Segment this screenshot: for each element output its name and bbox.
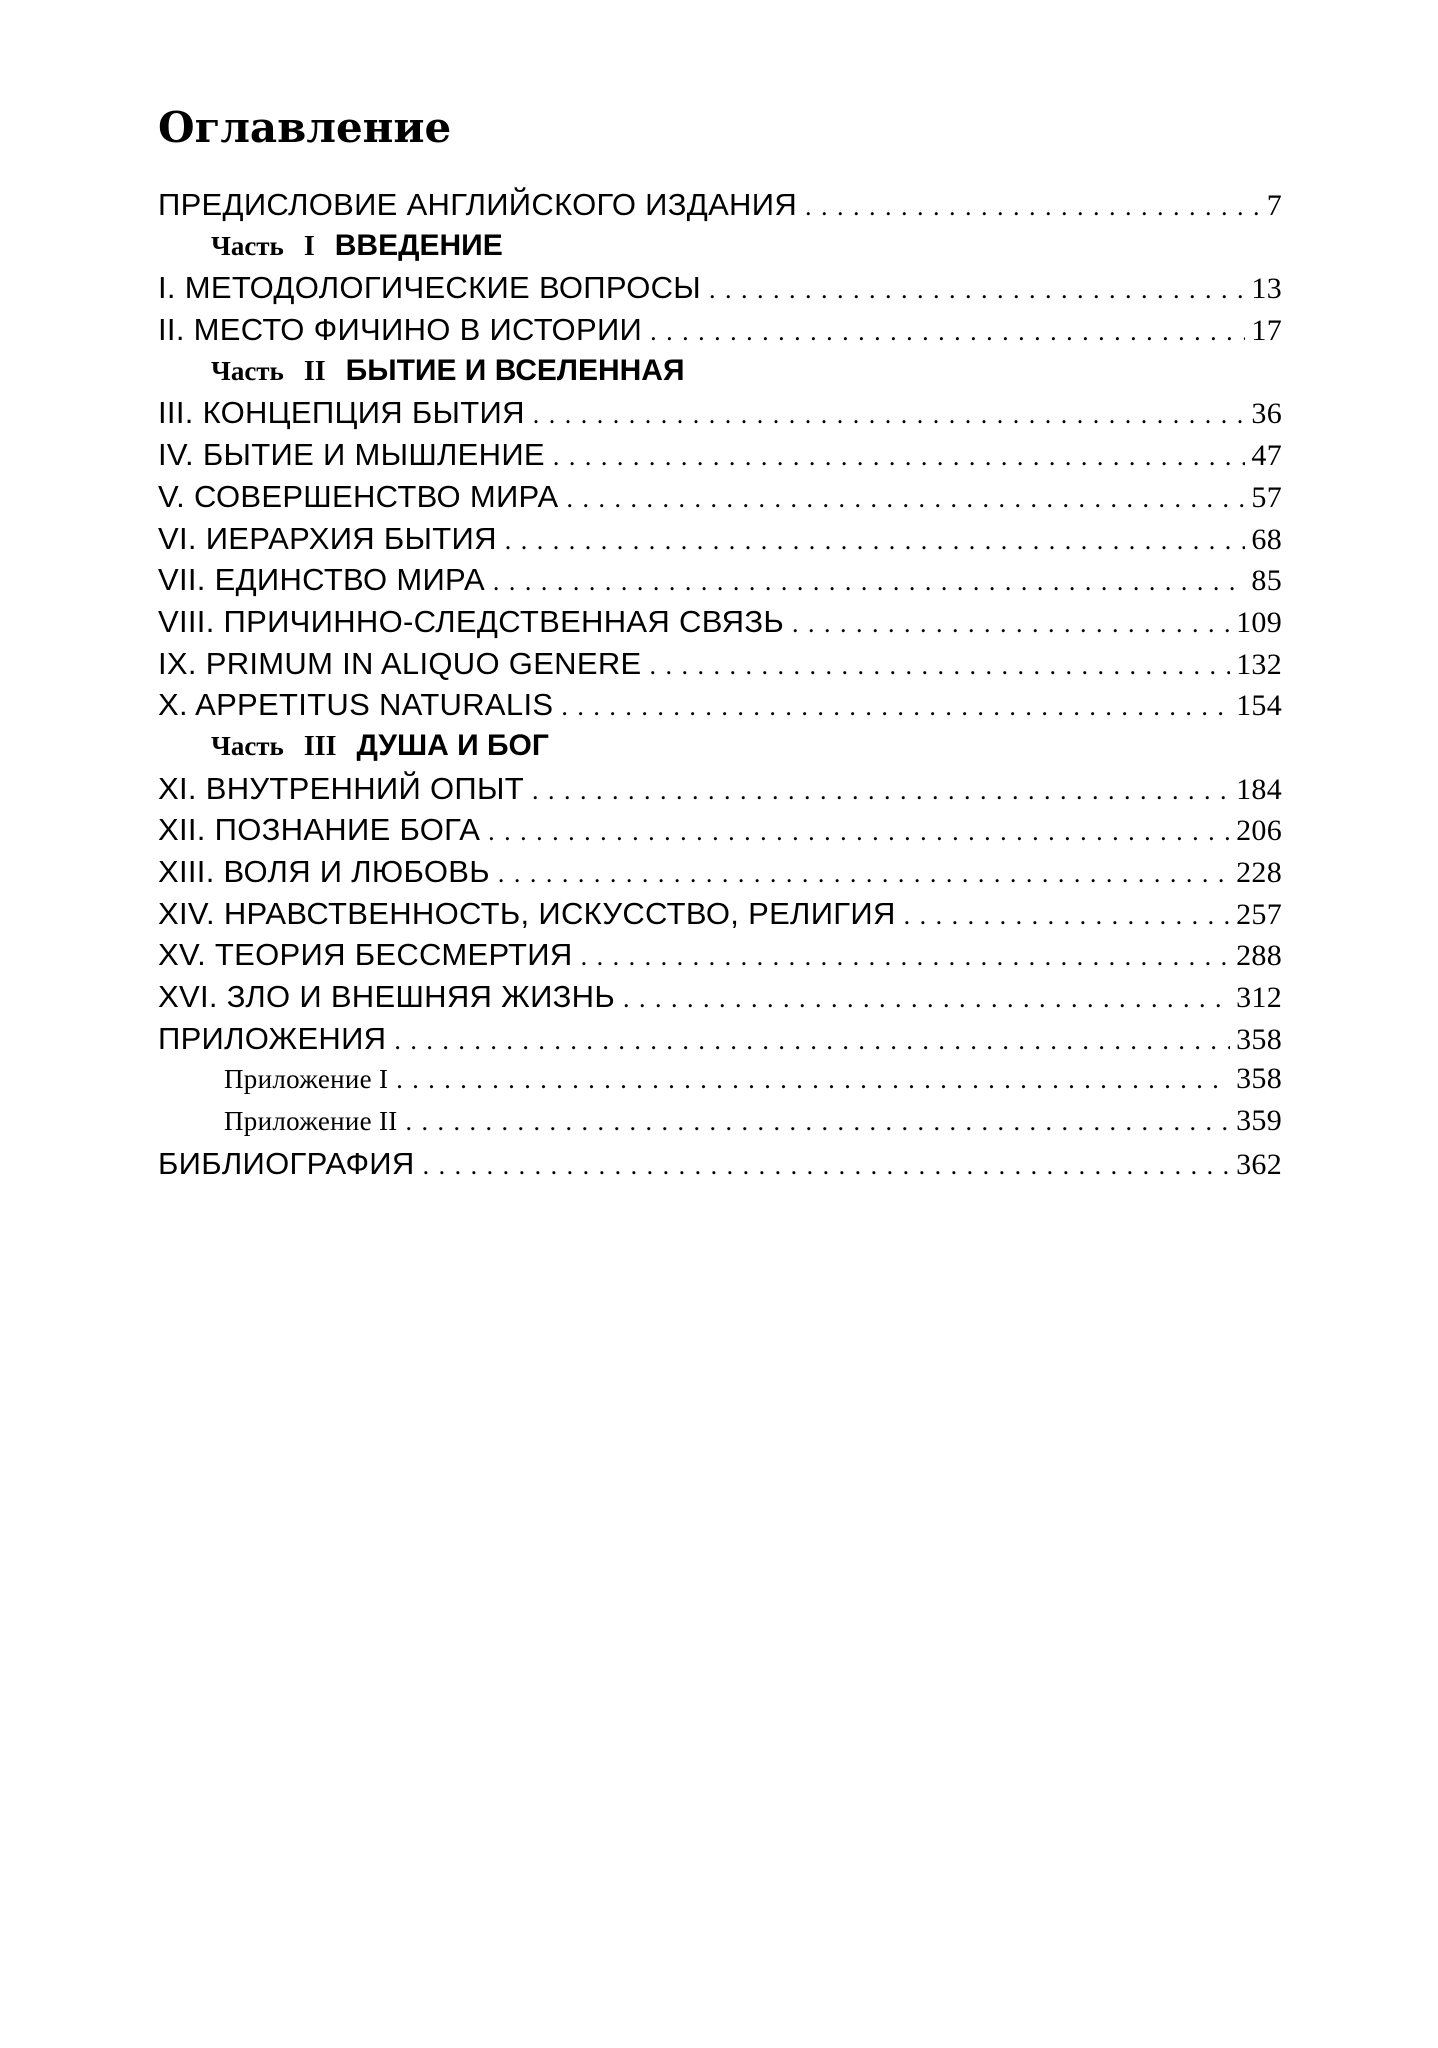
part-title: ДУША И БОГ	[356, 728, 549, 762]
toc-entry-page: 17	[1251, 314, 1282, 348]
toc-entry-page: 57	[1251, 480, 1282, 514]
toc-entry	[158, 687, 1282, 729]
toc-entry	[158, 979, 1282, 1021]
toc-entry-label: VIII. ПРИЧИННО-СЛЕДСТВЕННАЯ СВЯЗЬ	[158, 603, 784, 639]
toc-entry-label: II. МЕСТО ФИЧИНО В ИСТОРИИ	[158, 312, 643, 348]
toc-entry-label: VII. ЕДИНСТВО МИРА	[158, 562, 485, 598]
toc-entry	[158, 1146, 1282, 1188]
toc-subentry-label: Приложение II	[224, 1106, 398, 1137]
toc-entry-label: XVI. ЗЛО И ВНЕШНЯЯ ЖИЗНЬ	[158, 979, 616, 1015]
toc-entry-label: XIII. ВОЛЯ И ЛЮБОВЬ	[158, 854, 490, 889]
toc-entry-page: 312	[1236, 981, 1282, 1015]
toc-entry-label: III. КОНЦЕПЦИЯ БЫТИЯ	[158, 395, 525, 431]
dot-leader	[904, 901, 1230, 931]
toc-entry	[158, 521, 1282, 563]
part-word: Часть	[211, 730, 284, 761]
dot-leader	[396, 1065, 1230, 1095]
toc-entry-label: VI. ИЕРАРХИЯ БЫТИЯ	[158, 520, 497, 556]
dot-leader	[581, 942, 1231, 972]
part-title: ВВЕДЕНИЕ	[334, 228, 503, 262]
dot-leader	[792, 609, 1230, 639]
dot-leader	[709, 275, 1245, 305]
part-heading	[158, 229, 1282, 271]
toc-entry	[158, 437, 1282, 479]
toc-entry-label: ПРЕДИСЛОВИЕ АНГЛИЙСКОГО ИЗДАНИЯ	[158, 187, 798, 222]
toc-entry-page: 228	[1236, 856, 1282, 889]
toc-entry	[158, 896, 1282, 938]
dot-leader	[650, 317, 1245, 347]
toc-entry-label: XIV. НРАВСТВЕННОСТЬ, ИСКУССТВО, РЕЛИГИЯ	[158, 895, 896, 931]
toc-entry-page: 184	[1236, 772, 1282, 806]
dot-leader	[406, 1107, 1231, 1137]
toc-subentry-page: 359	[1236, 1104, 1282, 1138]
toc-entry-page: 68	[1251, 522, 1282, 556]
toc-entry-page: 13	[1251, 272, 1282, 306]
toc-entry	[158, 270, 1282, 312]
part-title: БЫТИЕ И ВСЕЛЕННАЯ	[345, 353, 685, 387]
part-number: II	[303, 355, 326, 387]
toc-entry-page: 257	[1236, 897, 1282, 931]
toc-entry-page: 85	[1251, 564, 1282, 598]
part-heading	[158, 729, 1282, 771]
toc-entry-page: 47	[1251, 439, 1282, 473]
dot-leader	[532, 776, 1230, 806]
toc-entry-label: XI. ВНУТРЕННИЙ ОПЫТ	[158, 770, 524, 806]
toc-entry-page: 362	[1236, 1147, 1282, 1181]
dot-leader	[623, 984, 1230, 1014]
toc-entry	[158, 646, 1282, 688]
toc-entry	[158, 854, 1282, 896]
toc-subentry-page: 358	[1236, 1062, 1282, 1096]
table-of-contents	[158, 187, 1282, 1188]
toc-entry-label: V. СОВЕРШЕНСТВО МИРА	[158, 478, 559, 514]
toc-entry	[158, 604, 1282, 646]
toc-entry-page: 288	[1236, 939, 1282, 973]
toc-entry-page: 109	[1236, 605, 1282, 639]
toc-entry-label: X. APPETITUS NATURALIS	[158, 687, 554, 723]
part-word: Часть	[211, 230, 284, 261]
dot-leader	[650, 651, 1231, 681]
dot-leader	[394, 1026, 1230, 1056]
toc-entry	[158, 562, 1282, 604]
toc-entry	[158, 312, 1282, 354]
dot-leader	[488, 817, 1230, 847]
toc-entry-page: 154	[1236, 689, 1282, 723]
part-heading	[158, 354, 1282, 396]
dot-leader	[553, 442, 1245, 472]
dot-leader	[505, 526, 1246, 556]
part-number: I	[303, 230, 315, 262]
dot-leader	[533, 400, 1246, 430]
toc-subentry	[158, 1104, 1282, 1146]
toc-entry-page: 358	[1236, 1022, 1282, 1056]
toc-entry	[158, 479, 1282, 521]
dot-leader	[805, 192, 1261, 222]
dot-leader	[493, 567, 1245, 597]
part-word: Часть	[211, 355, 284, 386]
toc-entry-page: 7	[1266, 189, 1282, 222]
toc-entry-label: XII. ПОЗНАНИЕ БОГА	[158, 812, 481, 848]
toc-entry-label: XV. ТЕОРИЯ БЕССМЕРТИЯ	[158, 937, 573, 973]
toc-entry-page: 36	[1251, 397, 1282, 431]
toc-entry	[158, 937, 1282, 979]
dot-leader	[561, 692, 1230, 722]
toc-entry	[158, 187, 1282, 229]
toc-entry	[158, 812, 1282, 854]
page-title: Оглавление	[158, 103, 452, 152]
toc-entry-page: 132	[1236, 647, 1282, 681]
dot-leader	[498, 859, 1230, 889]
toc-subentry	[158, 1062, 1282, 1104]
toc-entry	[158, 771, 1282, 813]
toc-entry-label: IX. PRIMUM IN ALIQUO GENERE	[158, 645, 642, 681]
toc-entry-label: ПРИЛОЖЕНИЯ	[158, 1020, 387, 1056]
dot-leader	[423, 1151, 1231, 1181]
toc-subentry-label: Приложение I	[224, 1064, 389, 1095]
toc-entry-page: 206	[1236, 814, 1282, 848]
toc-entry	[158, 1021, 1282, 1063]
toc-entry-label: БИБЛИОГРАФИЯ	[158, 1145, 415, 1181]
dot-leader	[566, 484, 1245, 514]
part-number: III	[303, 730, 337, 762]
toc-entry-label: I. МЕТОДОЛОГИЧЕСКИЕ ВОПРОСЫ	[158, 270, 702, 306]
toc-entry	[158, 395, 1282, 437]
toc-entry-label: IV. БЫТИЕ И МЫШЛЕНИЕ	[158, 437, 545, 473]
